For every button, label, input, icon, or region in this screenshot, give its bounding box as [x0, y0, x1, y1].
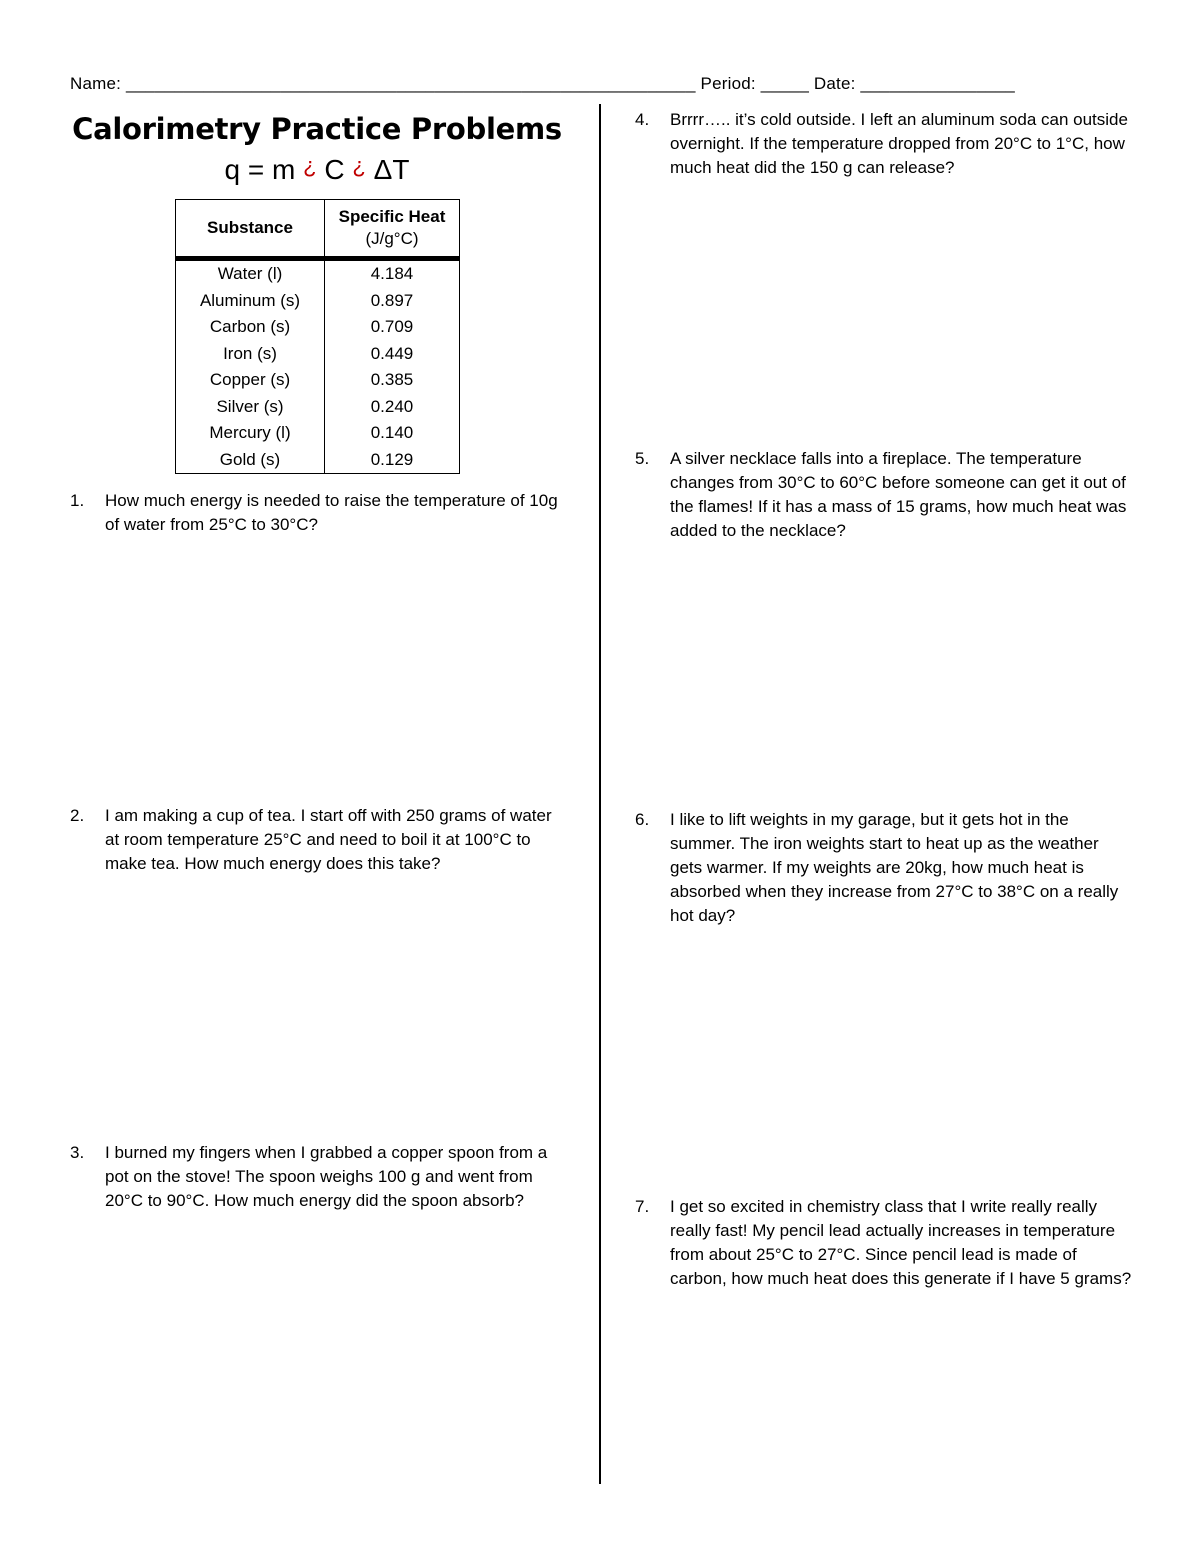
table-row [176, 259, 460, 288]
specific-heat-cell: 0.140 [325, 420, 460, 447]
question-2 [70, 804, 565, 876]
table-row [176, 288, 460, 315]
table-row [176, 314, 460, 341]
question-text: A silver necklace falls into a fireplace. The temperature changes from 30°C to 60°C before someone can get it out of the flames! If it has a mass of 15 grams, how much heat was added to the necklace? [670, 449, 1127, 540]
specific-heat-cell: 0.129 [325, 447, 460, 474]
table-row [176, 420, 460, 447]
formula-delta-t: ΔT [373, 154, 410, 185]
specific-heat-cell: 0.240 [325, 394, 460, 421]
substance-cell: Mercury (l) [176, 420, 325, 447]
question-number: 2. [70, 806, 85, 825]
question-text: Brrrr….. it’s cold outside. I left an aluminum soda can outside overnight. If the temperature dropped from 20°C to 1°C, how much heat did the 150 g can release? [670, 110, 1128, 177]
column-header-substance: Substance [176, 200, 325, 259]
question-4 [635, 108, 1135, 180]
question-number: 3. [70, 1143, 85, 1162]
question-text: I like to lift weights in my garage, but it gets hot in the summer. The iron weights start to heat up as the weather gets warmer. If my weights are 20kg, how much heat is absorbed when they increase from 27°C to 38°C on a really hot day? [670, 810, 1119, 925]
substance-cell: Carbon (s) [176, 314, 325, 341]
specific-heat-cell: 0.449 [325, 341, 460, 368]
substance-cell: Silver (s) [176, 394, 325, 421]
question-3 [70, 1141, 565, 1213]
question-number: 7. [635, 1197, 650, 1216]
page-title: Calorimetry Practice Problems [72, 112, 562, 146]
formula-operator-2: ¿ [352, 153, 366, 178]
question-number: 4. [635, 110, 650, 129]
substance-cell: Copper (s) [176, 367, 325, 394]
name-period-date-line: Name: ___________________________________________________________ Period: _____ Date: ________________ [70, 74, 1015, 93]
substance-cell: Iron (s) [176, 341, 325, 368]
substance-cell: Aluminum (s) [176, 288, 325, 315]
formula-q-m: q = m [224, 154, 296, 185]
question-text: I get so excited in chemistry class that I write really really really fast! My pencil lead actually increases in temperature from about 25°C to 27°C. Since pencil lead is made of carbon, how much heat does this generate if I have 5 grams? [670, 1197, 1132, 1288]
question-number: 5. [635, 449, 650, 468]
question-text: I am making a cup of tea. I start off with 250 grams of water at room temperature 25°C and need to boil it at 100°C to make tea. How much energy does this take? [105, 806, 552, 873]
column-divider [599, 104, 601, 1484]
question-number: 1. [70, 491, 85, 510]
substance-cell: Gold (s) [176, 447, 325, 474]
specific-heat-unit: (J/g°C) [365, 229, 419, 248]
heat-formula [70, 154, 564, 186]
column-header-specific-heat [325, 200, 460, 259]
table-row [176, 394, 460, 421]
formula-operator-1: ¿ [303, 153, 317, 178]
specific-heat-cell: 0.385 [325, 367, 460, 394]
question-text: How much energy is needed to raise the temperature of 10g of water from 25°C to 30°C? [105, 491, 558, 534]
question-1 [70, 489, 565, 537]
substance-cell: Water (l) [176, 259, 325, 288]
specific-heat-cell: 0.897 [325, 288, 460, 315]
question-number: 6. [635, 810, 650, 829]
formula-c: C [324, 154, 345, 185]
question-5 [635, 447, 1135, 543]
table-row [176, 367, 460, 394]
specific-heat-table [175, 199, 460, 474]
question-6 [635, 808, 1135, 928]
question-7 [635, 1195, 1135, 1291]
specific-heat-cell: 4.184 [325, 259, 460, 288]
specific-heat-cell: 0.709 [325, 314, 460, 341]
table-row [176, 447, 460, 474]
question-text: I burned my fingers when I grabbed a copper spoon from a pot on the stove! The spoon weighs 100 g and went from 20°C to 90°C. How much energy did the spoon absorb? [105, 1143, 548, 1210]
table-row [176, 341, 460, 368]
specific-heat-label: Specific Heat [338, 207, 446, 226]
